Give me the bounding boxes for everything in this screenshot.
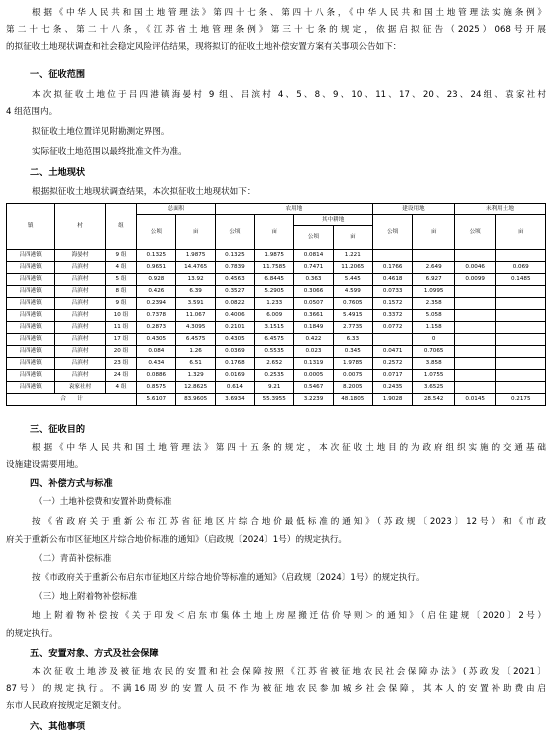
cell-total-mu: 3.591	[176, 298, 215, 310]
cell-total-ha: 0.1325	[137, 250, 176, 262]
cell-construction-ha: 0.0717	[372, 370, 412, 382]
cell-group: 10 组	[105, 310, 136, 322]
cell-unused-ha	[454, 358, 496, 370]
table-row	[7, 286, 546, 298]
table-row	[7, 250, 546, 262]
cell-village: 吕滨村	[55, 370, 106, 382]
cell-cultivated-ha: 0.5467	[294, 382, 333, 394]
section-4-title: 四、补偿方式与标准	[30, 478, 113, 489]
cell-total-mu: 6.51	[176, 358, 215, 370]
cell-town: 吕四港镇	[7, 322, 55, 334]
section-5-para-c: 东市人民政府按规定足额支付。	[6, 701, 127, 711]
total-cell: 1.9028	[372, 394, 412, 406]
cell-construction-mu: 1.158	[413, 322, 455, 334]
cell-total-mu: 6.4575	[176, 334, 215, 346]
table-row	[7, 274, 546, 286]
cell-town: 吕四港镇	[7, 346, 55, 358]
cell-unused-ha	[454, 286, 496, 298]
cell-construction-ha: 0.0471	[372, 346, 412, 358]
table-row	[7, 262, 546, 274]
cell-agri-mu: 6.8445	[255, 274, 294, 286]
section-3-title: 三、征收目的	[30, 424, 86, 435]
intro-line-2: 第二十七条、第二十八条，《江苏省土地管理条例》第三十七条的规定，依据启拟征告（2025）068号开展	[6, 25, 546, 35]
cell-agri-ha: 0.4006	[215, 310, 254, 322]
cell-construction-ha: 0.4618	[372, 274, 412, 286]
cell-agri-mu: 11.7585	[255, 262, 294, 274]
cell-unused-mu: 0.1485	[496, 274, 546, 286]
section-1-para-1a: 本次拟征收土地位于吕四港镇海晏村 9 组、吕滨村 4、5、8、9、10、11、17、20、23、24组、袁家社村	[32, 90, 546, 100]
header-construction-land: 建设用地	[372, 204, 454, 215]
cell-agri-mu: 0.2535	[255, 370, 294, 382]
cell-cultivated-mu: 6.33	[333, 334, 372, 346]
cell-town: 吕四港镇	[7, 370, 55, 382]
section-4-sub-3: （三）地上附着物补偿标准	[34, 592, 138, 602]
unit-mu: 亩	[333, 226, 372, 250]
cell-construction-mu	[413, 250, 455, 262]
cell-cultivated-ha: 0.3066	[294, 286, 333, 298]
total-cell: 55.3955	[255, 394, 294, 406]
cell-unused-ha	[454, 250, 496, 262]
cell-total-mu: 12.8625	[176, 382, 215, 394]
cell-total-mu: 6.39	[176, 286, 215, 298]
cell-agri-mu: 1.233	[255, 298, 294, 310]
cell-total-ha: 0.426	[137, 286, 176, 298]
cell-group: 17 组	[105, 334, 136, 346]
section-1-title: 一、征收范围	[30, 69, 86, 80]
table-total-row	[7, 394, 546, 406]
cell-cultivated-ha: 0.0005	[294, 370, 333, 382]
cell-village: 吕滨村	[55, 274, 106, 286]
cell-unused-mu	[496, 358, 546, 370]
unit-mu: 亩	[496, 215, 546, 250]
cell-group: 8 组	[105, 286, 136, 298]
table-row	[7, 334, 546, 346]
cell-unused-ha	[454, 298, 496, 310]
cell-cultivated-ha: 0.422	[294, 334, 333, 346]
cell-cultivated-ha: 0.3661	[294, 310, 333, 322]
cell-cultivated-mu: 11.2065	[333, 262, 372, 274]
cell-village: 吕滨村	[55, 310, 106, 322]
cell-cultivated-ha: 0.7471	[294, 262, 333, 274]
cell-town: 吕四港镇	[7, 310, 55, 322]
cell-construction-ha: 0.3372	[372, 310, 412, 322]
table-row	[7, 310, 546, 322]
cell-construction-ha: 0.2572	[372, 358, 412, 370]
cell-total-mu: 1.329	[176, 370, 215, 382]
cell-cultivated-mu: 8.2005	[333, 382, 372, 394]
unit-hectare: 公顷	[372, 215, 412, 250]
cell-agri-mu: 2.652	[255, 358, 294, 370]
cell-cultivated-ha: 0.0507	[294, 298, 333, 310]
cell-group: 20 组	[105, 346, 136, 358]
section-5-para-b: 87号）的规定执行。不满16周岁的安置人员不作为被征地农民参加城乡社会保障，其本人的安置补助费由启	[6, 684, 546, 694]
section-2-title: 二、土地现状	[30, 167, 86, 178]
cell-construction-mu: 2.649	[413, 262, 455, 274]
section-5-title: 五、安置对象、方式及社会保障	[30, 648, 159, 659]
cell-cultivated-mu: 1.9785	[333, 358, 372, 370]
cell-group: 9 组	[105, 250, 136, 262]
cell-town: 吕四港镇	[7, 250, 55, 262]
cell-group: 5 组	[105, 274, 136, 286]
cell-town: 吕四港镇	[7, 358, 55, 370]
total-label: 合 计	[7, 394, 137, 406]
total-cell: 48.1805	[333, 394, 372, 406]
section-1-para-1b: 4 组范围内。	[6, 107, 58, 117]
unit-hectare: 公顷	[294, 226, 333, 250]
cell-group: 24 组	[105, 370, 136, 382]
cell-total-mu: 14.4765	[176, 262, 215, 274]
table-row	[7, 298, 546, 310]
cell-total-ha: 0.8575	[137, 382, 176, 394]
cell-construction-mu: 6.927	[413, 274, 455, 286]
cell-agri-ha: 0.4305	[215, 334, 254, 346]
cell-village: 吕滨村	[55, 346, 106, 358]
cell-unused-mu	[496, 370, 546, 382]
cell-total-mu: 11.067	[176, 310, 215, 322]
total-cell: 28.542	[413, 394, 455, 406]
cell-village: 吕滨村	[55, 298, 106, 310]
cell-cultivated-ha: 0.0814	[294, 250, 333, 262]
cell-cultivated-mu: 5.4915	[333, 310, 372, 322]
cell-village: 袁家社村	[55, 382, 106, 394]
cell-total-ha: 0.7378	[137, 310, 176, 322]
cell-town: 吕四港镇	[7, 262, 55, 274]
land-status-table	[6, 203, 546, 406]
cell-agri-mu: 1.9875	[255, 250, 294, 262]
cell-agri-ha: 0.1325	[215, 250, 254, 262]
cell-village: 吕滨村	[55, 322, 106, 334]
cell-total-ha: 0.084	[137, 346, 176, 358]
cell-construction-mu: 5.058	[413, 310, 455, 322]
cell-unused-mu	[496, 334, 546, 346]
total-cell: 0.0145	[454, 394, 496, 406]
cell-agri-mu: 9.21	[255, 382, 294, 394]
total-cell: 3.2239	[294, 394, 333, 406]
cell-village: 吕滨村	[55, 358, 106, 370]
cell-total-mu: 4.3095	[176, 322, 215, 334]
cell-agri-ha: 0.0169	[215, 370, 254, 382]
section-6-title: 六、其他事项	[30, 721, 86, 732]
cell-cultivated-mu: 0.345	[333, 346, 372, 358]
cell-total-mu: 1.9875	[176, 250, 215, 262]
cell-agri-ha: 0.0369	[215, 346, 254, 358]
cell-unused-mu	[496, 322, 546, 334]
section-3-para-a: 根据《中华人民共和国土地管理法》第四十五条的规定，本次征收土地目的为政府组织实施的交通基础	[32, 443, 546, 453]
cell-unused-ha	[454, 310, 496, 322]
total-cell: 3.6934	[215, 394, 254, 406]
cell-agri-mu: 6.009	[255, 310, 294, 322]
cell-unused-ha	[454, 382, 496, 394]
cell-unused-ha	[454, 346, 496, 358]
cell-total-ha: 0.434	[137, 358, 176, 370]
section-1-para-2: 拟征收土地位置详见附勘测定界图。	[32, 127, 170, 137]
total-cell: 83.9605	[176, 394, 215, 406]
cell-cultivated-mu: 1.221	[333, 250, 372, 262]
cell-agri-mu: 3.1515	[255, 322, 294, 334]
cell-total-ha: 0.2873	[137, 322, 176, 334]
cell-unused-ha: 0.0099	[454, 274, 496, 286]
section-4-sub-2-para: 按《市政府关于重新公布启东市征地区片综合地价等标准的通知》（启政规〔2024〕1号）的规定执行。	[32, 573, 425, 583]
section-4-sub-1-para-b: 府关于重新公布市区征地区片综合地价标准的通知》（启政规〔2024〕1号）的规定执行。	[6, 535, 348, 545]
cell-agri-ha: 0.7839	[215, 262, 254, 274]
cell-total-mu: 1.26	[176, 346, 215, 358]
cell-group: 4 组	[105, 382, 136, 394]
cell-total-mu: 13.92	[176, 274, 215, 286]
cell-unused-ha	[454, 334, 496, 346]
cell-agri-mu: 0.5535	[255, 346, 294, 358]
cell-construction-mu: 0.7065	[413, 346, 455, 358]
section-4-sub-2: （二）青苗补偿标准	[34, 554, 112, 564]
cell-village: 吕滨村	[55, 286, 106, 298]
table-row	[7, 370, 546, 382]
cell-agri-mu: 6.4575	[255, 334, 294, 346]
cell-group: 23 组	[105, 358, 136, 370]
header-town: 镇	[7, 204, 55, 250]
cell-construction-mu: 2.358	[413, 298, 455, 310]
cell-construction-ha: 0.0772	[372, 322, 412, 334]
cell-construction-mu: 1.0755	[413, 370, 455, 382]
cell-unused-mu	[496, 286, 546, 298]
cell-village: 吕滨村	[55, 334, 106, 346]
cell-unused-mu	[496, 298, 546, 310]
cell-cultivated-mu: 2.7735	[333, 322, 372, 334]
header-agricultural-land: 农用地	[215, 204, 372, 215]
table-row	[7, 382, 546, 394]
unit-hectare: 公顷	[215, 215, 254, 250]
cell-town: 吕四港镇	[7, 274, 55, 286]
header-total-area: 总面积	[137, 204, 216, 215]
cell-group: 11 组	[105, 322, 136, 334]
unit-mu: 亩	[413, 215, 455, 250]
cell-unused-ha: 0.0046	[454, 262, 496, 274]
header-village: 村	[55, 204, 106, 250]
cell-construction-ha	[372, 250, 412, 262]
header-group: 组	[105, 204, 136, 250]
unit-mu: 亩	[255, 215, 294, 250]
cell-unused-mu	[496, 382, 546, 394]
cell-agri-ha: 0.4563	[215, 274, 254, 286]
cell-construction-ha: 0.1572	[372, 298, 412, 310]
cell-agri-ha: 0.3527	[215, 286, 254, 298]
cell-cultivated-ha: 0.1849	[294, 322, 333, 334]
section-3-para-b: 设施建设需要用地。	[6, 460, 84, 470]
table-row	[7, 322, 546, 334]
cell-unused-mu	[496, 346, 546, 358]
cell-unused-mu: 0.069	[496, 262, 546, 274]
cell-cultivated-mu: 0.0075	[333, 370, 372, 382]
section-5-para-a: 本次征收土地涉及被征地农民的安置和社会保障按照《江苏省被征地农民社会保障办法》(苏政发〔2021〕	[32, 667, 546, 677]
table-body	[7, 250, 546, 394]
cell-construction-mu: 0	[413, 334, 455, 346]
cell-cultivated-mu: 4.599	[333, 286, 372, 298]
section-4-sub-1-para-a: 按《省政府关于重新公布江苏省征地区片综合地价最低标准的通知》（苏政规〔2023〕12号）和《市政	[32, 517, 546, 527]
section-4-sub-3-para-b: 的规定执行。	[6, 629, 58, 639]
total-cell: 0.2175	[496, 394, 546, 406]
section-1-para-3: 实际征收土地范围以最终批准文件为准。	[32, 147, 187, 157]
cell-unused-ha	[454, 322, 496, 334]
table-row	[7, 346, 546, 358]
cell-cultivated-mu: 0.7605	[333, 298, 372, 310]
cell-construction-ha	[372, 334, 412, 346]
section-4-sub-1: （一）土地补偿费和安置补助费标准	[34, 497, 172, 507]
cell-construction-ha: 0.0733	[372, 286, 412, 298]
cell-construction-mu: 3.858	[413, 358, 455, 370]
section-2-intro: 根据拟征收土地现状调查结果，本次拟征收土地现状如下：	[32, 187, 256, 197]
cell-total-ha: 0.0886	[137, 370, 176, 382]
cell-town: 吕四港镇	[7, 298, 55, 310]
cell-total-ha: 0.9651	[137, 262, 176, 274]
cell-cultivated-mu: 5.445	[333, 274, 372, 286]
cell-construction-mu: 3.6525	[413, 382, 455, 394]
unit-hectare: 公顷	[137, 215, 176, 250]
cell-village: 吕滨村	[55, 262, 106, 274]
cell-unused-mu	[496, 310, 546, 322]
cell-group: 4 组	[105, 262, 136, 274]
cell-village: 海晏村	[55, 250, 106, 262]
intro-line-3: 的拟征收土地现状调查和社会稳定风险评估结果，现将拟订的征收土地补偿安置方案有关事项公告如下：	[6, 42, 402, 52]
table-row	[7, 358, 546, 370]
cell-cultivated-ha: 0.1319	[294, 358, 333, 370]
total-cell: 5.6107	[137, 394, 176, 406]
cell-town: 吕四港镇	[7, 334, 55, 346]
cell-town: 吕四港镇	[7, 382, 55, 394]
cell-agri-ha: 0.0822	[215, 298, 254, 310]
cell-construction-ha: 0.1766	[372, 262, 412, 274]
unit-mu: 亩	[176, 215, 215, 250]
header-unused-land: 未利用土地	[454, 204, 545, 215]
cell-agri-ha: 0.614	[215, 382, 254, 394]
cell-total-ha: 0.2394	[137, 298, 176, 310]
cell-agri-mu: 5.2905	[255, 286, 294, 298]
intro-line-1: 根据《中华人民共和国土地管理法》第四十七条、第四十八条，《中华人民共和国土地管理法实施条例》	[32, 8, 546, 18]
cell-group: 9 组	[105, 298, 136, 310]
section-4-sub-3-para-a: 地上附着物补偿按《关于印发＜启东市集体土地上房屋搬迁估价导则＞的通知》（启住建规〔2020〕2号）	[32, 611, 546, 621]
cell-construction-mu: 1.0995	[413, 286, 455, 298]
cell-total-ha: 0.4305	[137, 334, 176, 346]
cell-total-ha: 0.928	[137, 274, 176, 286]
header-of-which-cultivated: 其中耕地	[294, 215, 373, 226]
cell-cultivated-ha: 0.363	[294, 274, 333, 286]
cell-agri-ha: 0.1768	[215, 358, 254, 370]
cell-agri-ha: 0.2101	[215, 322, 254, 334]
unit-hectare: 公顷	[454, 215, 496, 250]
cell-unused-ha	[454, 370, 496, 382]
cell-construction-ha: 0.2435	[372, 382, 412, 394]
cell-town: 吕四港镇	[7, 286, 55, 298]
cell-unused-mu	[496, 250, 546, 262]
cell-cultivated-ha: 0.023	[294, 346, 333, 358]
